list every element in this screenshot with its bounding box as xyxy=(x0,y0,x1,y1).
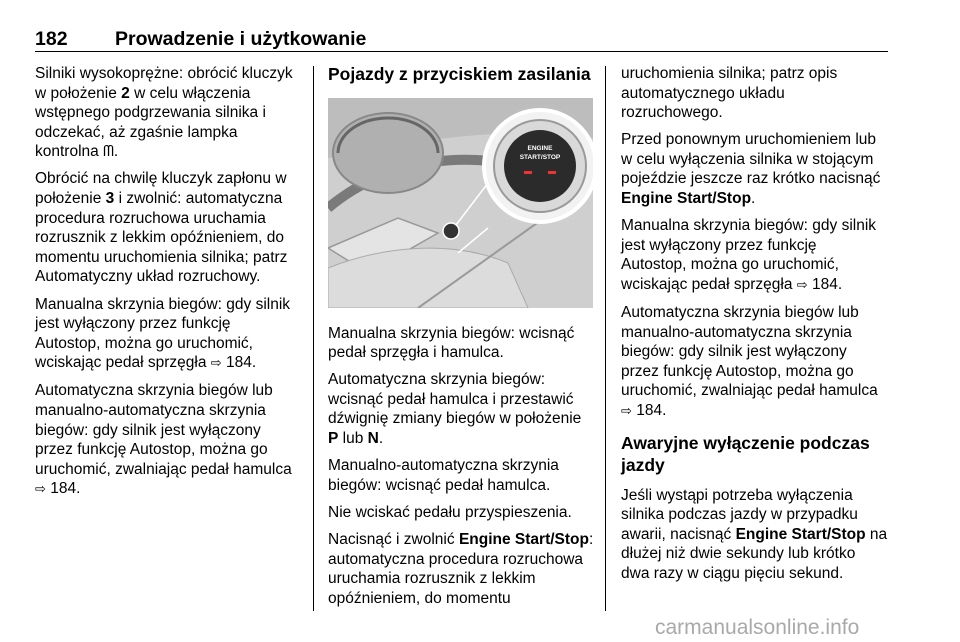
paragraph-diesel: Silniki wysokoprężne: obrócić kluczyk w położenie 2 w celu włączenia wstępnego podgrzewania silnika i odczekać, aż zgaśnie lampka kontrolna ᗰ. xyxy=(35,65,293,161)
glow-plug-icon: ᗰ xyxy=(103,142,114,161)
reference-arrow-icon: ⇨ xyxy=(35,482,46,498)
chapter-title: Prowadzenie i użytkowanie xyxy=(115,28,367,50)
paragraph-restart: Przed ponownym uruchomieniem lub w celu wyłączenia silnika w stojącym pojeździe jeszcze raz krótko nacisnąć Engine Start/Stop. xyxy=(621,131,881,208)
column-1 xyxy=(35,64,303,507)
engine-start-stop-button-icon xyxy=(504,130,576,202)
paragraph-manual: Manualna skrzynia biegów: wcisnąć pedał sprzęgła i hamulca. xyxy=(328,324,575,362)
paragraph-accelerator: Nie wciskać pedału przyspieszenia. xyxy=(328,503,572,521)
section-title: Pojazdy z przyciskiem zasilania xyxy=(328,64,591,84)
column-divider-1 xyxy=(313,66,314,611)
header-rule xyxy=(35,51,888,52)
instrument-cluster xyxy=(333,113,443,193)
reference-arrow-icon: ⇨ xyxy=(210,356,222,372)
paragraph-automatic-autostop: Automatyczna skrzynia biegów lub manualno-automatyczna skrzynia biegów: gdy silnik jest wyłączony przez funkcję Autostop, można go uruchomić, zwalniając pedał hamulca ⇨ 184. xyxy=(621,304,878,419)
column-3 xyxy=(621,64,889,591)
page-number: 182 xyxy=(35,28,68,50)
button-label-engine: ENGINE xyxy=(527,144,553,152)
paragraph-manual-autostop: Manualna skrzynia biegów: gdy silnik jest wyłączony przez funkcję Autostop, można go uruchomić, wciskając pedał sprzęgła ⇨ 184. xyxy=(35,295,291,372)
column-2 xyxy=(328,64,596,616)
column-divider-2 xyxy=(605,66,606,611)
watermark: carmanualsonline.info xyxy=(655,616,860,639)
button-label-start-stop: START/STOP xyxy=(519,153,561,161)
paragraph-emergency: Jeśli wystąpi potrzeba wyłączenia silnika podczas jazdy w przypadku awarii, nacisnąć Engine Start/Stop na dłużej niż dwie sekundy lub krótko dwa razy w ciągu pięciu sekund. xyxy=(621,486,888,582)
reference-arrow-icon: ⇨ xyxy=(621,404,632,419)
engine-start-stop-figure xyxy=(328,98,593,308)
paragraph-continued: uruchomienia silnika; patrz opis automatycznego układu rozruchowego. xyxy=(621,65,838,122)
paragraph-automatic-autostop: Automatyczna skrzynia biegów lub manualno-automatyczna skrzynia biegów: gdy silnik jest wyłączony przez funkcję Autostop, można go uruchomić, zwalniając pedał hamulca ⇨ 184. xyxy=(35,382,292,498)
paragraph-press-button: Nacisnąć i zwolnić Engine Start/Stop: automatyczna procedura rozruchowa uruchamia rozrusznik z lekkim opóźnieniem, do momentu xyxy=(328,530,594,607)
paragraph-key-turn: Obrócić na chwilę kluczyk zapłonu w położenie 3 i zwolnić: automatyczna procedura rozruchowa uruchamia rozrusznik z lekkim opóźnieniem, do momentu uruchomienia silnika; patrz Automatyczny układ rozruchowy. xyxy=(35,170,288,286)
paragraph-manual-autostop: Manualna skrzynia biegów: gdy silnik jest wyłączony przez funkcję Autostop, można go uruchomić, wciskając pedał sprzęgła ⇨ 184. xyxy=(621,217,877,293)
paragraph-semi-automatic: Manualno-automatyczna skrzynia biegów: wcisnąć pedał hamulca. xyxy=(328,457,559,494)
paragraph-automatic: Automatyczna skrzynia biegów: wcisnąć pedał hamulca i przestawić dźwignię zmiany biegów w położenie P lub N. xyxy=(328,371,582,448)
reference-arrow-icon: ⇨ xyxy=(796,277,808,293)
emergency-shutdown-heading: Awaryjne wyłączenie podczas jazdy xyxy=(621,432,870,475)
